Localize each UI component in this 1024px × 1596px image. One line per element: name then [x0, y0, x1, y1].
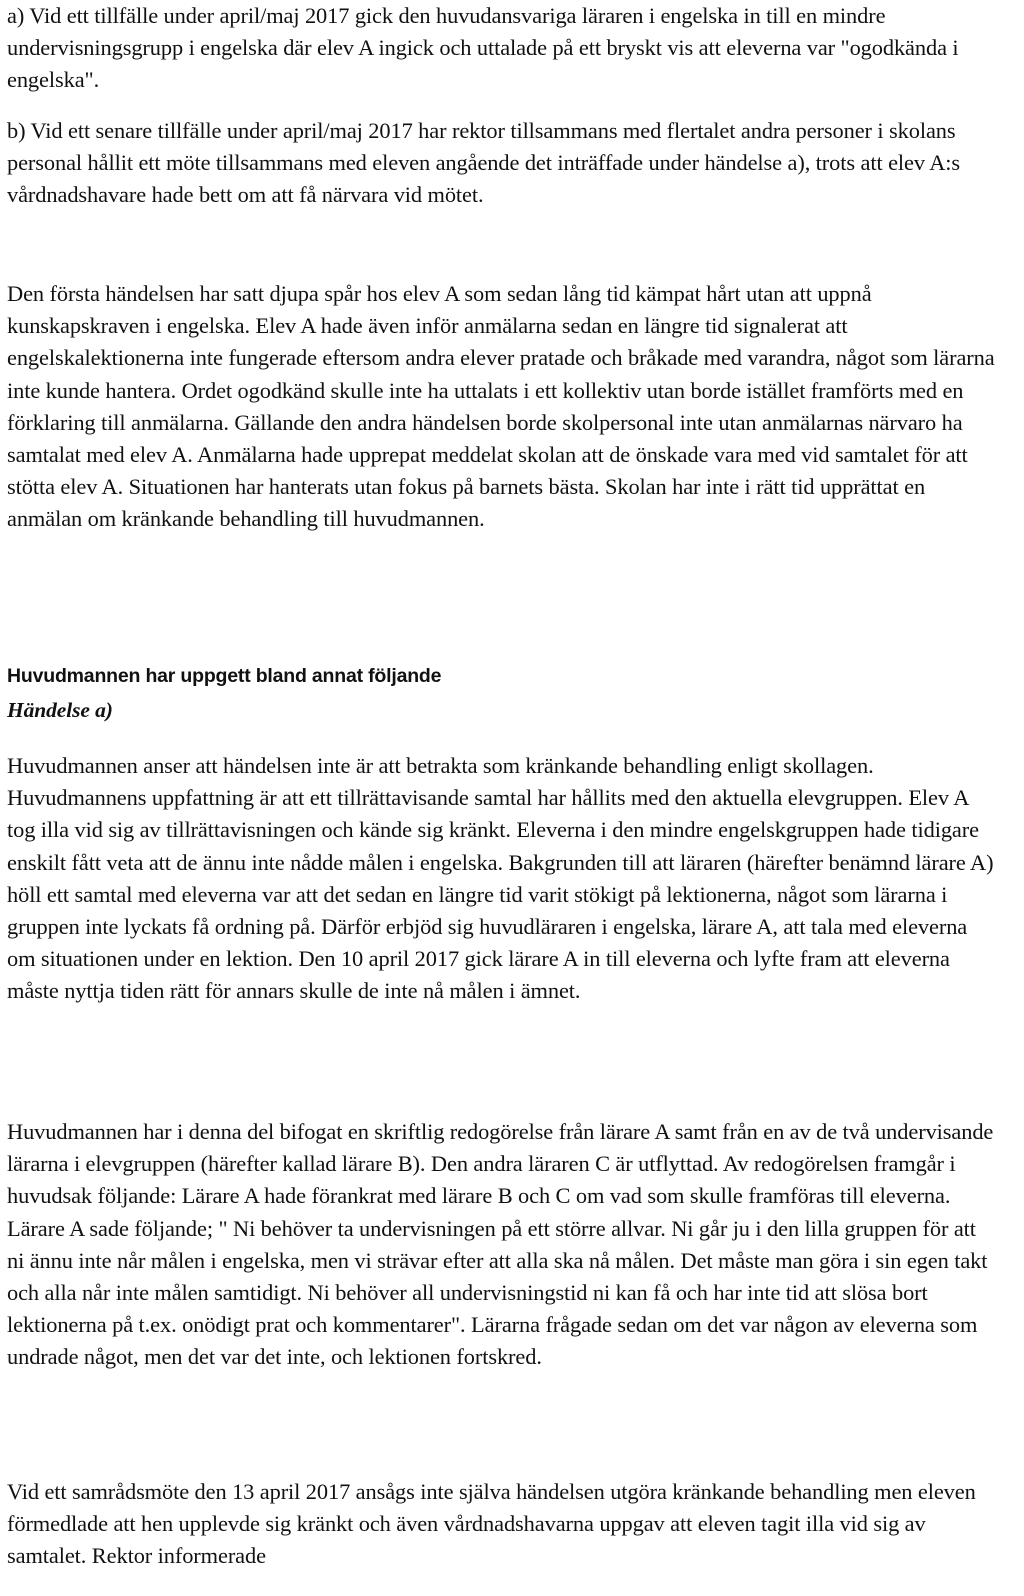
paragraph-event-b: b) Vid ett senare tillfälle under april/maj 2017 har rektor tillsammans med flertalet andra personer i skolans personal hållit ett möte tillsammans med eleven angående det inträffade under händelse a), trots att elev A:s vårdnadshavare hade bett om att få närvara vid mötet. — [7, 118, 961, 208]
paragraph-complaint-summary: Den första händelsen har satt djupa spår hos elev A som sedan lång tid kämpat hårt utan att uppnå kunskapskraven i engelska. Elev A hade även inför anmälarna sedan en längre tid signalerat att engelskalektionerna inte fungerade eftersom andra elever pratade och bråkade med varandra, något som lärarna inte kunde hantera. Ordet ogodkänd skulle inte ha uttalats i ett kollektiv utan borde istället framförts med en förklaring till anmälarna. Gällande den andra händelsen borde skolpersonal inte utan anmälarnas närvaro ha samtalat med elev A. Anmälarna hade upprepat meddelat skolan att de önskade vara med vid samtalet för att stötta elev A. Situationen har hanterats utan fokus på barnets bästa. Skolan har inte i rätt tid upprättat en anmälan om kränkande behandling till huvudmannen. — [7, 281, 995, 532]
paragraph-principal-view: Huvudmannen anser att händelsen inte är att betrakta som kränkande behandling enligt skollagen. Huvudmannens uppfattning är att ett tillrättavisande samtal har hållits med den aktuella elevgruppen. Elev A tog illa vid sig av tillrättavisningen och kände sig kränkt. Eleverna i den mindre engelskgruppen hade tidigare enskilt fått veta att de ännu inte nådde målen i engelska. Bakgrunden till att läraren (härefter benämnd lärare A) höll ett samtal med eleverna var att det sedan en längre tid varit stökigt på lektionerna, något som lärarna i gruppen inte lyckats få ordning på. Därför erbjöd sig huvudläraren i engelska, lärare A, att tala med eleverna om situationen under en lektion. Den 10 april 2017 gick lärare A in till eleverna och lyfte fram att eleverna måste nyttja tiden rätt för annars skulle de inte nå målen i ämnet. — [7, 753, 994, 1004]
paragraph-event-a: a) Vid ett tillfälle under april/maj 2017 gick den huvudansvariga läraren i engelska in till en mindre undervisningsgrupp i engelska där elev A ingick och uttalade på ett bryskt vis att eleverna var "ogodkända i engelska". — [7, 3, 959, 93]
section-heading: Huvudmannen har uppgett bland annat följande — [7, 665, 442, 687]
paragraph-teacher-statement: Huvudmannen har i denna del bifogat en skriftlig redogörelse från lärare A samt från en av de två undervisande lärarna i elevgruppen (härefter kallad lärare B). Den andra läraren C är utflyttad. Av redogörelsen framgår i huvudsak följande: Lärare A hade förankrat med lärare B och C om vad som skulle framföras till eleverna. Lärare A sade följande; " Ni behöver ta undervisningen på ett större allvar. Ni går ju i den lilla gruppen för att ni ännu inte når målen i engelska, men vi strävar efter att alla ska nå målen. Det måste man göra i sin egen takt och alla når inte målen samtidigt. Ni behöver all undervisningstid ni kan få och har inte tid att slösa bort lektionerna på t.ex. onödigt prat och kommentarer". Lärarna frågade sedan om det var någon av eleverna som undrade något, men det var det inte, och lektionen fortskred. — [7, 1119, 994, 1370]
paragraph-consultation-meeting: Vid ett samrådsmöte den 13 april 2017 ansågs inte själva händelsen utgöra kränkande behandling men eleven förmedlade att hen upplevde sig kränkt och även vårdnadshavarna uppgav att eleven tagit illa vid sig av samtalet. Rektor informerade — [7, 1479, 976, 1569]
section-subheading: Händelse a) — [7, 698, 113, 722]
